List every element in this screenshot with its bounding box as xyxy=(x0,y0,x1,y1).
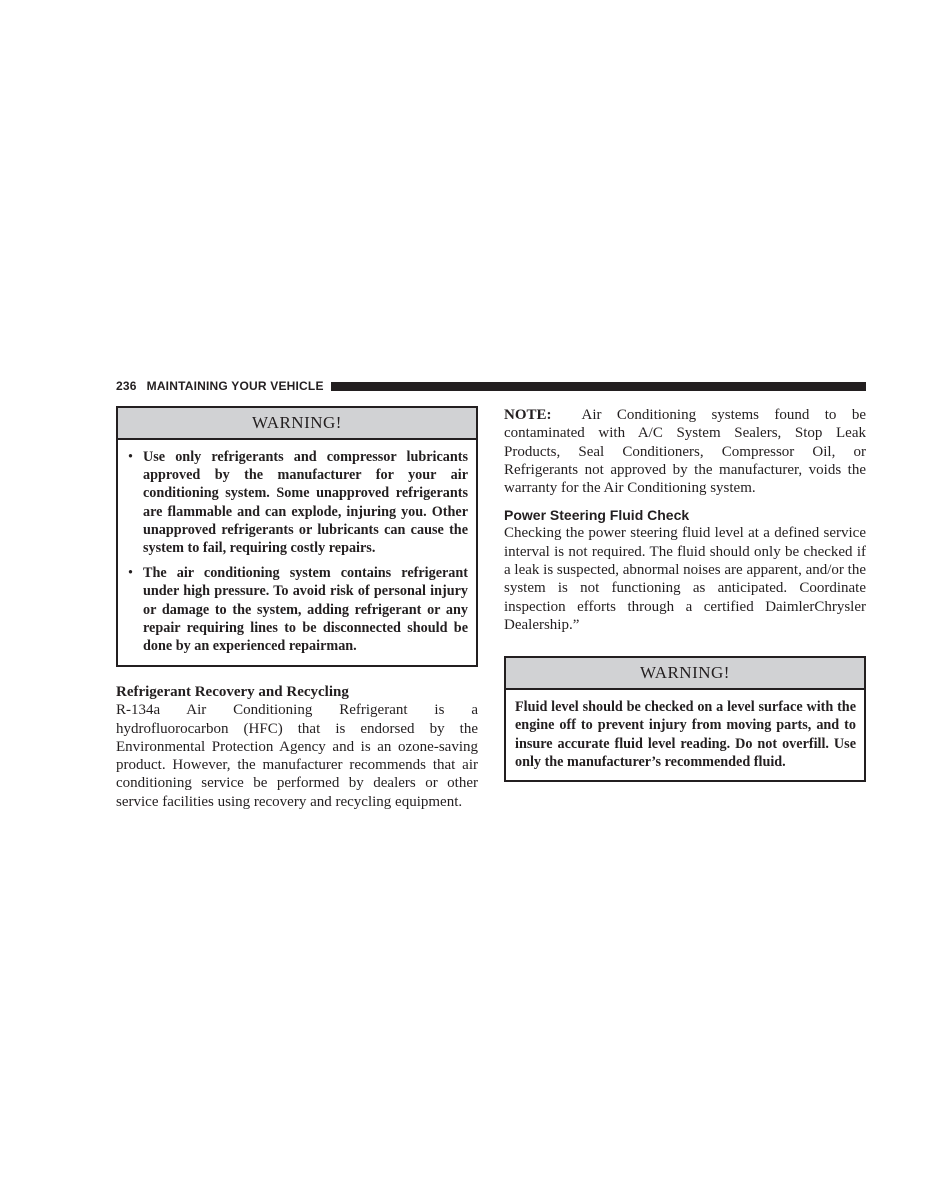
left-column xyxy=(116,406,478,811)
warning-list xyxy=(128,448,468,655)
note-text: Air Conditioning systems found to be contaminated with A/C System Sealers, Stop Leak Products, Seal Conditioners, Compressor Oil, or Refrigerants not approved by the manufacturer, voids the warranty for the Air Conditioning system. xyxy=(504,407,866,497)
power-steering-paragraph: Checking the power steering fluid level at a defined service interval is not required. The fluid should only be checked if a leak is suspected, abnormal noises are apparent, and/or the system is not functioning as anticipated. Coordinate inspection efforts through a certified DaimlerChrysler Dealership.” xyxy=(504,525,866,633)
warning-title: WARNING! xyxy=(118,408,476,440)
page-number: 236 xyxy=(116,379,137,393)
power-steering-heading: Power Steering Fluid Check xyxy=(504,507,690,524)
bullet-icon: • xyxy=(128,449,133,465)
warning-item xyxy=(128,448,468,557)
refrigerant-recovery-heading: Refrigerant Recovery and Recycling xyxy=(116,684,349,701)
refrigerant-recovery-paragraph: R-134a Air Conditioning Refrigerant is a hydrofluorocarbon (HFC) that is endorsed by the Environmental Protection Agency and is an ozone-saving product. However, the manufacturer recommends that air conditioning service be performed by dealers or other service facilities using recovery and recycling equipment. xyxy=(116,702,478,810)
warning-body xyxy=(118,440,476,665)
page-header xyxy=(116,378,866,394)
warning-item xyxy=(128,564,468,655)
section-title: MAINTAINING YOUR VEHICLE xyxy=(146,379,324,393)
header-rule xyxy=(331,382,866,391)
warning-item-text: The air conditioning system contains refrigerant under high pressure. To avoid risk of personal injury or damage to the system, adding refrigerant or any repair requiring lines to be disconnected should be done by an experienced repairman. xyxy=(143,565,468,655)
warning-body: Fluid level should be checked on a level surface with the engine off to prevent injury from moving parts, and to insure accurate fluid level reading. Do not overfill. Use only the manufacturer’s recommended fluid. xyxy=(515,699,856,770)
right-column xyxy=(504,406,866,782)
fluid-level-warning-box xyxy=(504,656,866,782)
warning-item-text: Use only refrigerants and compressor lubricants approved by the manufacturer for your air conditioning system. Some unapproved refrigerants are flammable and can explode, injuring you. Other unapproved refrigerants or lubricants can cause the system to fail, requiring costly repairs. xyxy=(143,449,468,557)
note-label: NOTE: xyxy=(504,407,552,423)
refrigerant-warning-box xyxy=(116,406,478,667)
note-paragraph xyxy=(504,406,866,497)
bullet-icon: • xyxy=(128,565,133,582)
warning-title: WARNING! xyxy=(506,658,864,690)
